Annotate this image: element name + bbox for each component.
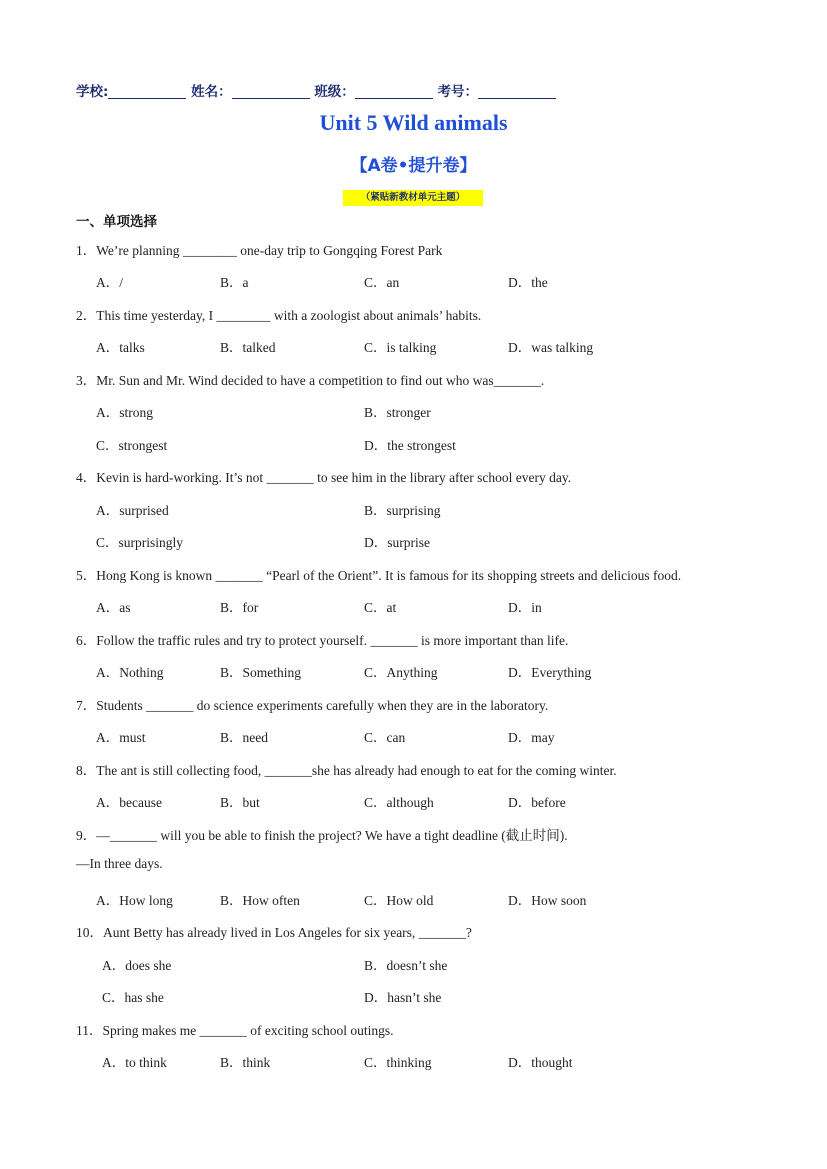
- q10-option-c[interactable]: C．has she: [102, 990, 164, 1005]
- question-3: 3．Mr. Sun and Mr. Wind decided to have a competition to find out who was_______.: [76, 373, 545, 388]
- q6-option-a[interactable]: A．Nothing: [96, 665, 164, 680]
- q11-option-c[interactable]: C．thinking: [364, 1055, 432, 1070]
- q10-option-b[interactable]: B．doesn’t she: [364, 958, 448, 973]
- class-blank[interactable]: [355, 84, 433, 99]
- question-10: 10．Aunt Betty has already lived in Los Angeles for six years, _______?: [76, 925, 472, 940]
- q1-option-c[interactable]: C．an: [364, 275, 400, 290]
- school-blank[interactable]: [108, 84, 186, 99]
- student-info-line: [76, 80, 556, 100]
- question-9: 9．—_______ will you be able to finish the project? We have a tight deadline (截止时间).: [76, 828, 568, 843]
- q4-option-d[interactable]: D．surprise: [364, 535, 430, 550]
- q4-option-c[interactable]: C．surprisingly: [96, 535, 184, 550]
- q9-option-d[interactable]: D．How soon: [508, 893, 587, 908]
- section-heading: 一、单项选择: [76, 214, 157, 230]
- q3-option-b[interactable]: B．stronger: [364, 405, 431, 420]
- question-4: 4．Kevin is hard-working. It’s not _______ to see him in the library after school every day.: [76, 470, 572, 485]
- page-title: Unit 5 Wild animals: [319, 110, 508, 135]
- q3-option-a[interactable]: A．strong: [96, 405, 153, 420]
- q2-option-a[interactable]: A．talks: [96, 340, 145, 355]
- question-1: 1．We’re planning ________ one-day trip to Gongqing Forest Park: [76, 243, 443, 258]
- exam-number-blank[interactable]: [478, 84, 556, 99]
- question-11: 11．Spring makes me _______ of exciting school outings.: [76, 1023, 394, 1038]
- q10-option-d[interactable]: D．hasn’t she: [364, 990, 442, 1005]
- q6-option-c[interactable]: C．Anything: [364, 665, 438, 680]
- q4-option-b[interactable]: B．surprising: [364, 503, 441, 518]
- exam-number-label: 考号：: [437, 84, 479, 100]
- q9-option-a[interactable]: A．How long: [96, 893, 173, 908]
- q1-option-b[interactable]: B．a: [220, 275, 249, 290]
- q1-option-a[interactable]: A．/: [96, 275, 123, 290]
- question-6: 6．Follow the traffic rules and try to protect yourself. _______ is more important than life.: [76, 633, 569, 648]
- q11-option-d[interactable]: D．thought: [508, 1055, 573, 1070]
- question-5: 5．Hong Kong is known _______ “Pearl of the Orient”. It is famous for its shopping streets and delicious food.: [76, 568, 682, 583]
- paper-subtitle: 【A卷•提升卷】: [350, 156, 477, 176]
- q7-option-c[interactable]: C．can: [364, 730, 406, 745]
- q2-option-d[interactable]: D．was talking: [508, 340, 594, 355]
- name-label: 姓名：: [191, 84, 232, 100]
- theme-tag: （紧贴新教材单元主题）: [343, 190, 483, 206]
- q8-option-b[interactable]: B．but: [220, 795, 260, 810]
- q11-option-b[interactable]: B．think: [220, 1055, 271, 1070]
- question-2: 2．This time yesterday, I ________ with a zoologist about animals’ habits.: [76, 308, 482, 323]
- q5-option-a[interactable]: A．as: [96, 600, 131, 615]
- q5-option-b[interactable]: B．for: [220, 600, 259, 615]
- q7-option-a[interactable]: A．must: [96, 730, 146, 745]
- q7-option-d[interactable]: D．may: [508, 730, 555, 745]
- q9-option-c[interactable]: C．How old: [364, 893, 434, 908]
- q6-option-d[interactable]: D．Everything: [508, 665, 592, 680]
- q5-option-c[interactable]: C．at: [364, 600, 397, 615]
- q2-option-c[interactable]: C．is talking: [364, 340, 437, 355]
- school-label: 学校:: [76, 84, 109, 100]
- q2-option-b[interactable]: B．talked: [220, 340, 276, 355]
- q8-option-d[interactable]: D．before: [508, 795, 566, 810]
- class-label: 班级：: [314, 84, 355, 100]
- q8-option-c[interactable]: C．although: [364, 795, 434, 810]
- q3-option-d[interactable]: D．the strongest: [364, 438, 456, 453]
- question-7: 7．Students _______ do science experiments carefully when they are in the laboratory.: [76, 698, 549, 713]
- q11-option-a[interactable]: A．to think: [102, 1055, 167, 1070]
- question-9-reply: —In three days.: [76, 856, 163, 871]
- name-blank[interactable]: [232, 84, 310, 99]
- q8-option-a[interactable]: A．because: [96, 795, 162, 810]
- q4-option-a[interactable]: A．surprised: [96, 503, 169, 518]
- q7-option-b[interactable]: B．need: [220, 730, 268, 745]
- q10-option-a[interactable]: A．does she: [102, 958, 172, 973]
- question-8: 8．The ant is still collecting food, _______she has already had enough to eat for the coming winter.: [76, 763, 617, 778]
- q1-option-d[interactable]: D．the: [508, 275, 548, 290]
- q5-option-d[interactable]: D．in: [508, 600, 542, 615]
- q3-option-c[interactable]: C．strongest: [96, 438, 168, 453]
- q6-option-b[interactable]: B．Something: [220, 665, 302, 680]
- q9-option-b[interactable]: B．How often: [220, 893, 300, 908]
